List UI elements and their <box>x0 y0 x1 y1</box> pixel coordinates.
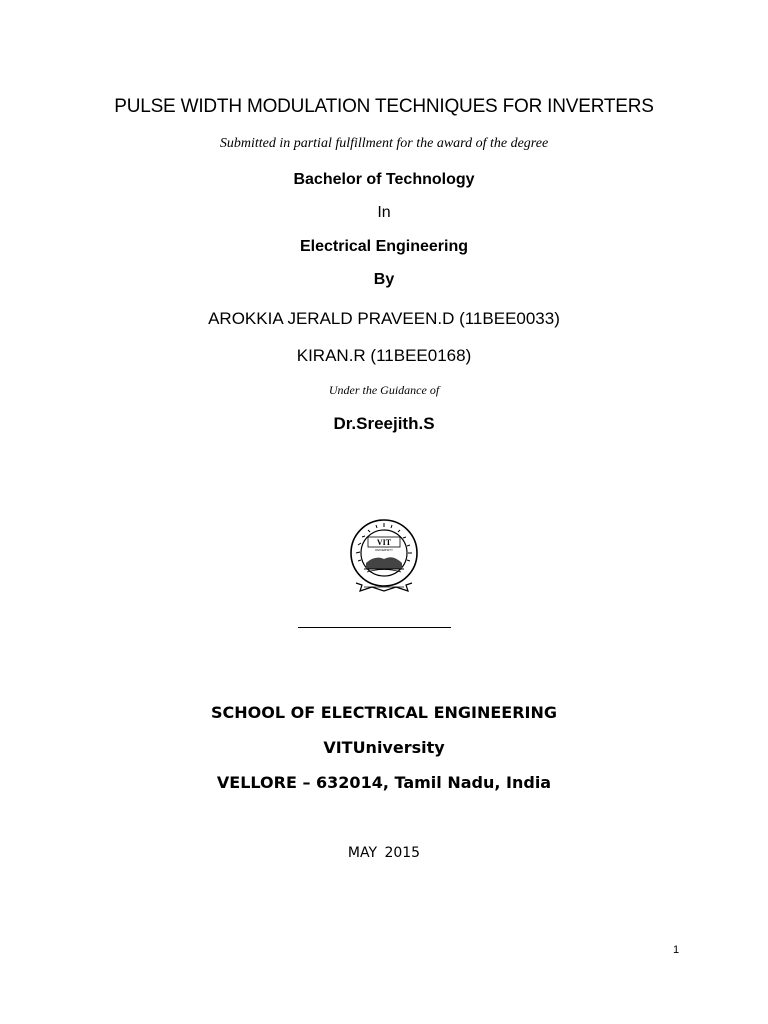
submission-note: Submitted in partial fulfillment for the award of the degree <box>219 136 549 151</box>
guide-name: Dr.Sreejith.S <box>333 414 435 433</box>
university-name: VITUniversity <box>323 738 445 757</box>
by-word: By <box>373 271 395 288</box>
divider-line <box>298 627 451 628</box>
page-number: 1 <box>672 944 680 956</box>
in-word: In <box>377 204 391 221</box>
vit-university-seal-icon <box>348 517 420 595</box>
seal-text: VIT <box>376 538 392 547</box>
guidance-label: Under the Guidance of <box>328 383 440 397</box>
seal-subtext: UNIVERSITY <box>374 548 394 552</box>
author-1: AROKKIA JERALD PRAVEEN.D (11BEE0033) <box>208 309 560 328</box>
school-name: SCHOOL OF ELECTRICAL ENGINEERING <box>210 703 558 722</box>
author-2: KIRAN.R (11BEE0168) <box>296 346 472 365</box>
department-name: Electrical Engineering <box>299 238 469 255</box>
submission-date: MAY 2015 <box>347 845 421 861</box>
thesis-title: PULSE WIDTH MODULATION TECHNIQUES FOR INVERTERS <box>114 96 654 117</box>
degree-name: Bachelor of Technology <box>293 171 475 188</box>
university-address: VELLORE – 632014, Tamil Nadu, India <box>216 773 552 792</box>
